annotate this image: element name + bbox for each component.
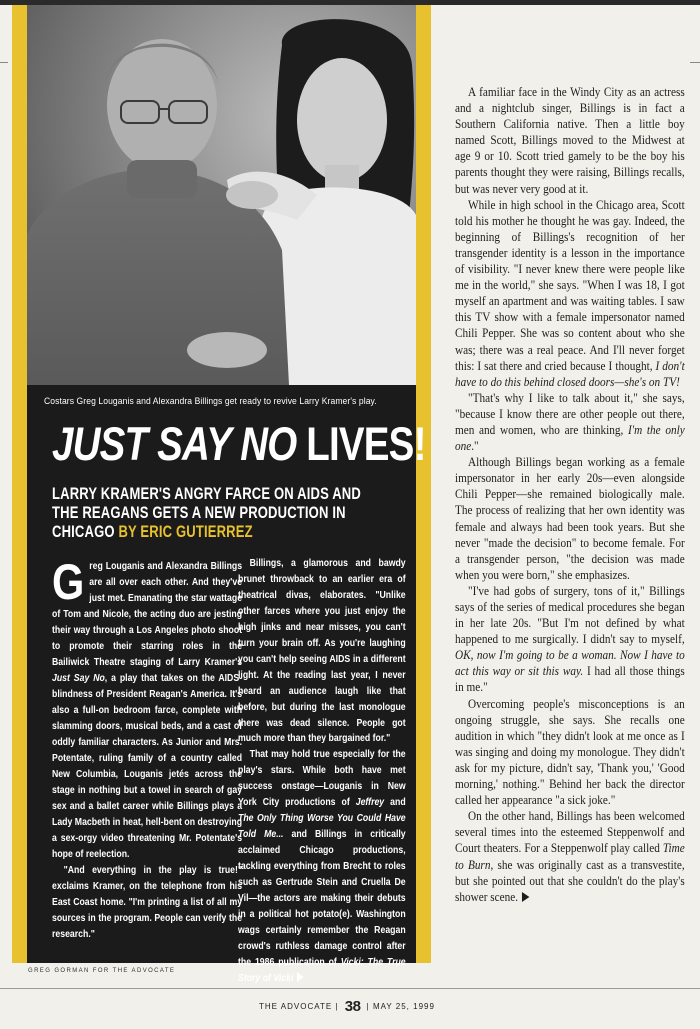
accent-bar-right [416,5,431,963]
margin-rule-left [0,62,8,63]
byline: BY ERIC GUTIERREZ [118,523,253,541]
continued-arrow-icon [522,892,529,902]
dropcap: G [52,554,85,610]
paragraph-text: reg Louganis and Alexandra Billings are all over each other. And they've just met. Emanating the star wattage of Tom and Nicole, the acting duo are jesting their way through a Los Angeles photo shoot to promote their starring roles in the Bailiwick Theatre staging of Larry Kramer's [52,560,243,668]
paragraph-text: "That's why I like to talk about it," she says, "because I know there are other people out there, men and women, who are thinking, [455,390,685,437]
footer-rule [0,988,700,989]
paragraph-text: On the other hand, Billings has been welcomed several times into the esteemed Steppenwolf and Court theaters. For a Steppenwolf play called [455,809,685,856]
portrait-illustration [27,5,416,385]
continued-arrow-icon [297,972,304,982]
quote-italic: I'm the only one [455,422,685,454]
paragraph-text: I had all those things in me." [455,664,685,695]
headline-title: JUST SAY NO [52,417,297,470]
paragraph: Although Billings began working as a female impersonator in her early 20s—even alongside Chili Pepper—she remained biologically male. The process of realizing that her own identity was female and always had been took years. But she never "made the decision" to become female. For a transgender person, "the decision was made when you were born," she emphasizes. [455,455,685,582]
quote-italic: I don't have to do this behind closed doors—she's on TV! [455,358,685,389]
article-column-3 [455,84,685,905]
play-title: Jeffrey [355,796,385,809]
paragraph: "And everything in the play is true!" exclaims Kramer, on the telephone from his East Coast home. "I'm printing a list of all my sources in the program. People can verify the research." [52,864,243,940]
photo-caption: Costars Greg Louganis and Alexandra Billings get ready to revive Larry Kramer's play. [44,396,377,407]
margin-rule-right [690,62,700,63]
paragraph-text: and [384,796,406,809]
deck-text: LARRY KRAMER'S ANGRY FARCE ON AIDS AND THE REAGANS GETS A NEW PRODUCTION IN CHICAGO [52,485,361,541]
publication-name: THE ADVOCATE [259,1002,333,1011]
deck [52,485,384,542]
quote-italic: OK, now I'm going to be a woman. Now I have to act this way or sit this way. [455,648,685,679]
paragraph-text: While in high school in the Chicago area, Scott told his mother he thought he was gay. Indeed, the beginning of Billings's recognition of her transgender identity is a lesson in the importance of visibility. "I never knew there were people like me in the world," she says. "When I was 18, I got myself an apartment and was waiting tables. I saw this TV show with a female impersonator named Chili Pepper. She was so content about who she was; there was a real peace. And I'll never forget this: I sat there and cried because I thought, [455,197,685,373]
paragraph-text: , a play that takes on the AIDS-blindness of President Reagan's America. It's also a full-on bedroom farce, complete with slamming doors, musical beds, and a cast of oddly familiar characters. As Junior and Mrs. Potentate, ruling family of a country called New Columbia, Louganis jetés across the stage in nothing but a towel in search of gay sex and a ballet career while Billings plays a Lady Macbeth in heat, hell-bent on destroying a sex-orgy video threatening Mr. Potentate's hope of reelection. [52,672,243,860]
play-title: The Only Thing Worse You Could Have Told Me... [238,812,406,841]
play-title: Just Say No [52,672,105,684]
page-number: 38 [344,998,361,1015]
paragraph: Overcoming people's misconceptions is an ongoing struggle, she says. She recalls one audition in which "they didn't look at me once as I was singing and doing my monologue. They didn't ask for my picture, didn't say, 'Thank you,' 'Good morning,' nothing." Behind her back the director called her appearance "a sick joke." [455,696,685,808]
photo-credit: GREG GORMAN FOR THE ADVOCATE [28,968,176,974]
paragraph [455,390,685,454]
paragraph-text: and Billings in critically acclaimed Chicago productions, tackling everything from Brecht to roles such as Gertrude Stein and Cruella De Vil—the actors are making their debuts in a political hot potato(e). Washington wags certainly remember the Reagan crowd's ruthless damage control after the 1986 publication of [238,828,406,968]
paragraph: A familiar face in the Windy City as an actress and a nightclub singer, Billings is in fact a Southern California native. Then a little boy named Scott, Billings moved to the Midwest at age 9 or 10. Scott tried gamely to be the boy his parents thought they were raising, Billings recalls, but was never very good at it. [455,85,685,196]
paragraph-text: ." [471,439,479,454]
paragraph-text: "I've had gobs of surgery, tons of it," Billings says of the series of medical procedures she began in her late 20s. "But I'm not defined by what happened to me surgically. I didn't say to myself, [455,583,685,647]
issue-date: MAY 25, 1999 [372,1002,435,1011]
book-title: Vicki: The True Story of Vicki [238,955,406,984]
accent-bar-left [12,5,27,963]
paragraph: Billings, a glamorous and bawdy brunet throwback to an earlier era of theatrical divas, elaborates. "Unlike other farces where you just enjoy the high jinks and near misses, you can't turn your brain off. As you're laughing you can't help seeing AIDS in a different light. At the reading last year, I never heard an audience laugh like that before, but during the last monologue there was dead silence. People got much more than they bargained for." [238,557,406,745]
play-title: Time to Burn [455,841,685,872]
headline-rest: LIVES! [296,417,426,470]
headline [52,417,426,470]
paragraph [455,197,685,390]
paragraph-text: , she was originally cast as a transvestite, but she pointed out that she couldn't do the play's shower scene. [455,857,685,904]
paragraph-text: That may hold true especially for the play's stars. While both have met success onstage—Louganis in New York City productions of [238,748,406,809]
article-column-2 [238,556,406,987]
paragraph [52,554,243,862]
cover-photo [27,5,416,385]
paragraph [455,583,685,696]
folio: THE ADVOCATE | 38 | MAY 25, 1999 [259,998,435,1015]
paragraph [238,747,406,986]
paragraph [455,808,685,905]
article-column-1 [52,554,243,942]
